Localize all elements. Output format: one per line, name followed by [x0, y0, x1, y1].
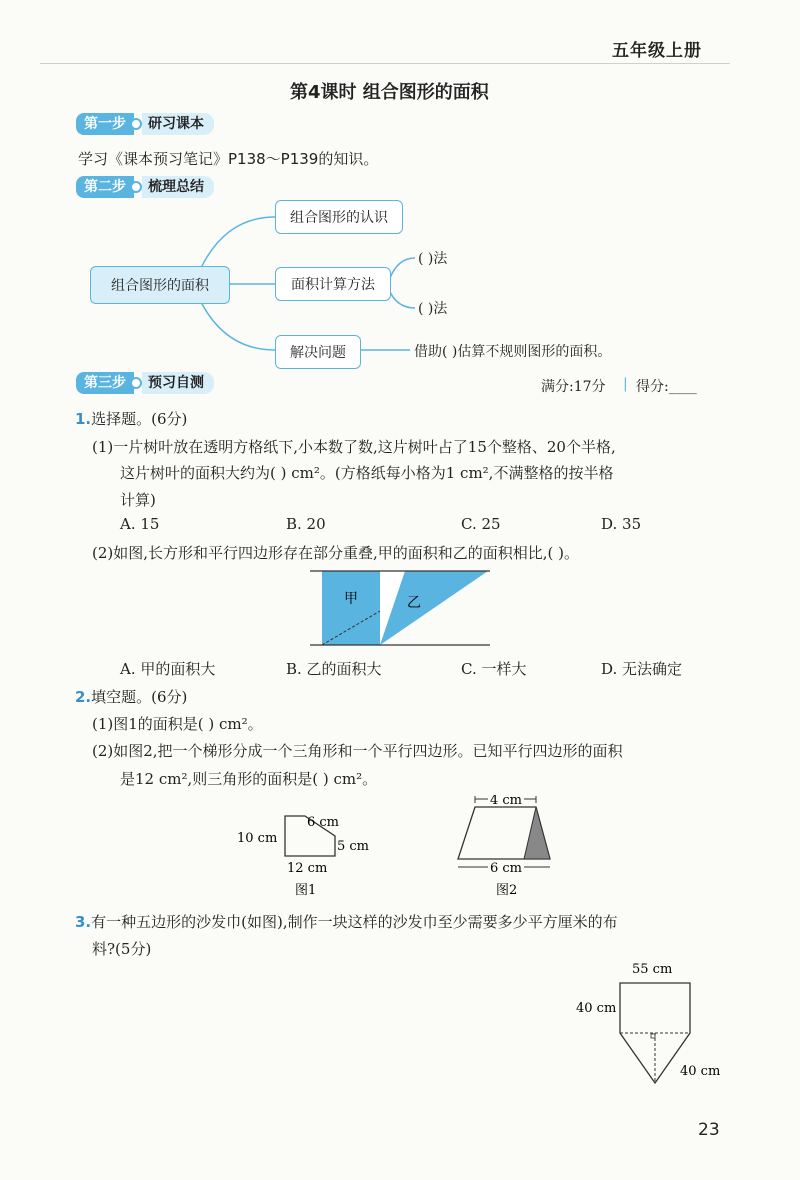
q1-p2-option-a: A. 甲的面积大: [120, 660, 216, 678]
q1-p1-option-b: B. 20: [286, 515, 326, 533]
step-2-name: 梳理总结: [142, 176, 214, 198]
solve-text: 借助( )估算不规则图形的面积。: [414, 344, 612, 360]
shaded-triangle: [524, 807, 550, 859]
method-blank-2: ( )法: [418, 301, 448, 317]
q3-number: 3.: [75, 913, 92, 931]
q2-p2-line2: 是12 cm²,则三角形的面积是( ) cm²。: [120, 770, 378, 788]
fig1-top-label: 6 cm: [307, 815, 340, 830]
mindmap-branch-method: 面积计算方法: [275, 267, 391, 301]
fig1-right-label: 5 cm: [337, 839, 370, 854]
figure-1: [235, 800, 385, 900]
fig1-caption: 图1: [295, 883, 317, 898]
page-title: 第4课时 组合图形的面积: [290, 82, 489, 103]
step-2-tag: 第二步: [76, 176, 134, 198]
mindmap-branch-solve: 解决问题: [275, 335, 361, 369]
fig1-bottom-label: 12 cm: [287, 861, 328, 876]
grade-label: 五年级上册: [612, 41, 702, 61]
q3-line1: 有一种五边形的沙发巾(如图),制作一块这样的沙发巾至少需要多少平方厘米的布: [91, 913, 618, 931]
step-1-text: 学习《课本预习笔记》P138～P139的知识。: [78, 150, 379, 168]
overlap-figure: [310, 563, 500, 653]
fig1-left-label: 10 cm: [237, 831, 278, 846]
step-1-tag: 第一步: [76, 113, 134, 135]
q1-title: 选择题。(6分): [91, 410, 188, 428]
q1-p1-option-c: C. 25: [461, 515, 501, 533]
q1-p1-line1: (1)一片树叶放在透明方格纸下,小本数了数,这片树叶占了15个整格、20个半格,: [92, 438, 616, 456]
step-3-name: 预习自测: [142, 372, 214, 394]
mindmap-connectors: [0, 0, 800, 380]
fig2-caption: 图2: [496, 883, 518, 898]
pentagon-height-label: 40 cm: [576, 1001, 617, 1016]
fig2-bottom-label: 6 cm: [490, 861, 523, 876]
q3-line1-row: [75, 911, 618, 932]
pentagon-triangle-label: 40 cm: [680, 1064, 721, 1079]
q1-p1-line3: 计算): [120, 491, 156, 509]
q2-title-row: [75, 686, 187, 707]
q1-number: 1.: [75, 410, 92, 428]
q2-number: 2.: [75, 688, 92, 706]
rectangle-jia: [322, 571, 380, 645]
q1-p2-option-d: D. 无法确定: [601, 660, 683, 678]
q1-p1-line2: 这片树叶的面积大约为( ) cm²。(方格纸每小格为1 cm²,不满整格的按半格: [120, 464, 614, 482]
q1-p2-option-c: C. 一样大: [461, 660, 527, 678]
q1-title-row: [75, 408, 187, 429]
q2-title: 填空题。(6分): [91, 688, 188, 706]
step-1-name: 研习课本: [142, 113, 214, 135]
figure-2: [450, 795, 570, 905]
q2-p2-line1: (2)如图2,把一个梯形分成一个三角形和一个平行四边形。已知平行四边形的面积: [92, 742, 623, 760]
step-3-tag: 第三步: [76, 372, 134, 394]
label-jia: 甲: [344, 591, 358, 607]
q1-p2-option-b: B. 乙的面积大: [286, 660, 382, 678]
fig2-top-label: 4 cm: [490, 795, 523, 808]
score-full: 满分:17分: [541, 379, 606, 395]
q3-line2: 料?(5分): [92, 940, 152, 958]
method-blank-1: ( )法: [418, 251, 448, 267]
score-got: 得分:____: [636, 379, 697, 395]
pentagon-width-label: 55 cm: [632, 962, 673, 977]
q1-p2-line1: (2)如图,长方形和平行四边形存在部分重叠,甲的面积和乙的面积相比,( )。: [92, 544, 580, 562]
step-3-header: [76, 372, 214, 394]
mindmap-branch-recognize: 组合图形的认识: [275, 200, 403, 234]
q1-p1-option-d: D. 35: [601, 515, 642, 533]
page-number: 23: [698, 1120, 720, 1140]
mindmap-root: 组合图形的面积: [90, 266, 230, 304]
q1-p1-option-a: A. 15: [120, 515, 160, 533]
score-separator: |: [623, 376, 628, 392]
q2-p1: (1)图1的面积是( ) cm²。: [92, 715, 263, 733]
label-yi: 乙: [407, 595, 421, 611]
figure-pentagon: [570, 955, 740, 1105]
step-dot-icon: [130, 377, 142, 389]
